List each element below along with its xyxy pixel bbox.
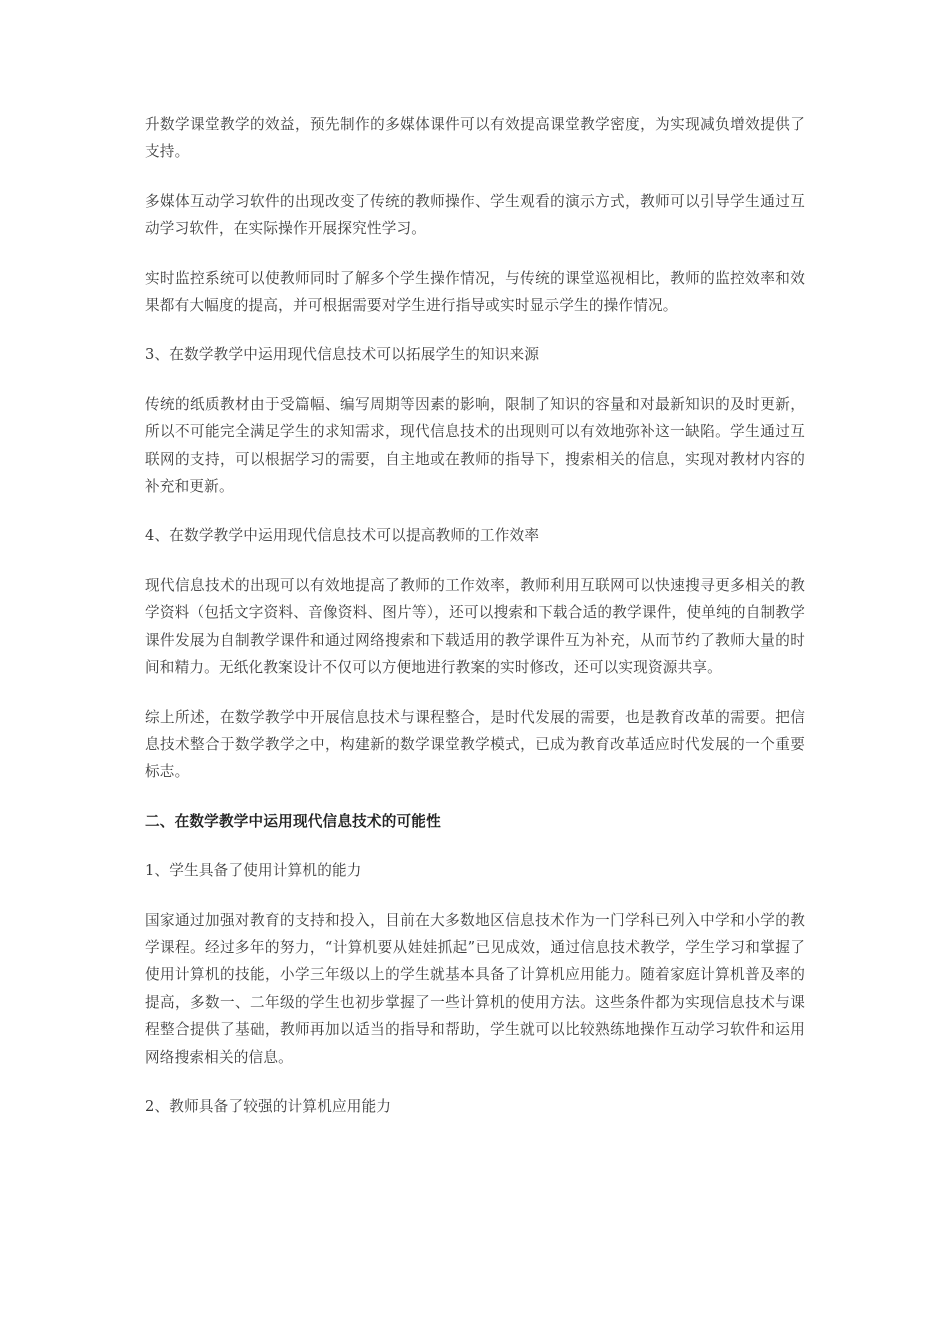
paragraph-student-ability: 国家通过加强对教育的支持和投入，目前在大多数地区信息技术作为一门学科已列入中学和小学的教学课程。经过多年的努力，“计算机要从娃娃抓起”已见成效，通过信息技术教学，学生学习和掌握了使用计算机的技能，小学三年级以上的学生就基本具备了计算机应用能力。随着家庭计算机普及率的提高，多数一、二年级的学生也初步掌握了一些计算机的使用方法。这些条件都为实现信息技术与课程整合提供了基础，教师再加以适当的指导和帮助，学生就可以比较熟练地操作互动学习软件和运用网络搜索相关的信息。: [145, 911, 805, 1066]
subheading-teacher-ability: 2、教师具备了较强的计算机应用能力: [145, 1097, 392, 1115]
section-heading-feasibility: 二、在数学教学中运用现代信息技术的可能性: [145, 812, 441, 830]
paragraph-summary: 综上所述，在数学教学中开展信息技术与课程整合，是时代发展的需要，也是教育改革的需要。把信息技术整合于数学教学之中，构建新的数学课堂教学模式，已成为教育改革适应时代发展的一个重要标志。: [145, 708, 805, 781]
paragraph-paper-textbooks: 传统的纸质教材由于受篇幅、编写周期等因素的影响，限制了知识的容量和对最新知识的及时更新，所以不可能完全满足学生的求知需求，现代信息技术的出现则可以有效地弥补这一缺陷。学生通过互联网的支持，可以根据学习的需要，自主地或在教师的指导下，搜索相关的信息，实现对教材内容的补充和更新。: [145, 395, 805, 496]
paragraph-realtime-monitoring: 实时监控系统可以使教师同时了解多个学生操作情况，与传统的课堂巡视相比，教师的监控效率和效果都有大幅度的提高，并可根据需要对学生进行指导或实时显示学生的操作情况。: [145, 269, 805, 315]
subheading-teacher-efficiency: 4、在数学教学中运用现代信息技术可以提高教师的工作效率: [145, 527, 540, 545]
subheading-knowledge-sources: 3、在数学教学中运用现代信息技术可以拓展学生的知识来源: [145, 346, 540, 364]
document-body: [145, 111, 805, 1142]
paragraph-multimedia-courseware: 升数学课堂教学的效益，预先制作的多媒体课件可以有效提高课堂教学密度，为实现减负增效提供了支持。: [145, 116, 805, 161]
subheading-student-ability: 1、学生具备了使用计算机的能力: [145, 862, 362, 880]
paragraph-teacher-efficiency: 现代信息技术的出现可以有效地提高了教师的工作效率，教师利用互联网可以快速搜寻更多相关的教学资料（包括文字资料、音像资料、图片等），还可以搜索和下载合适的教学课件，使单纯的自制教学课件发展为自制教学课件和通过网络搜索和下载适用的教学课件互为补充，从而节约了教师大量的时间和精力。无纸化教案设计不仅可以方便地进行教案的实时修改，还可以实现资源共享。: [145, 576, 805, 677]
paragraph-interactive-software: 多媒体互动学习软件的出现改变了传统的教师操作、学生观看的演示方式，教师可以引导学生通过互动学习软件，在实际操作开展探究性学习。: [145, 192, 805, 238]
